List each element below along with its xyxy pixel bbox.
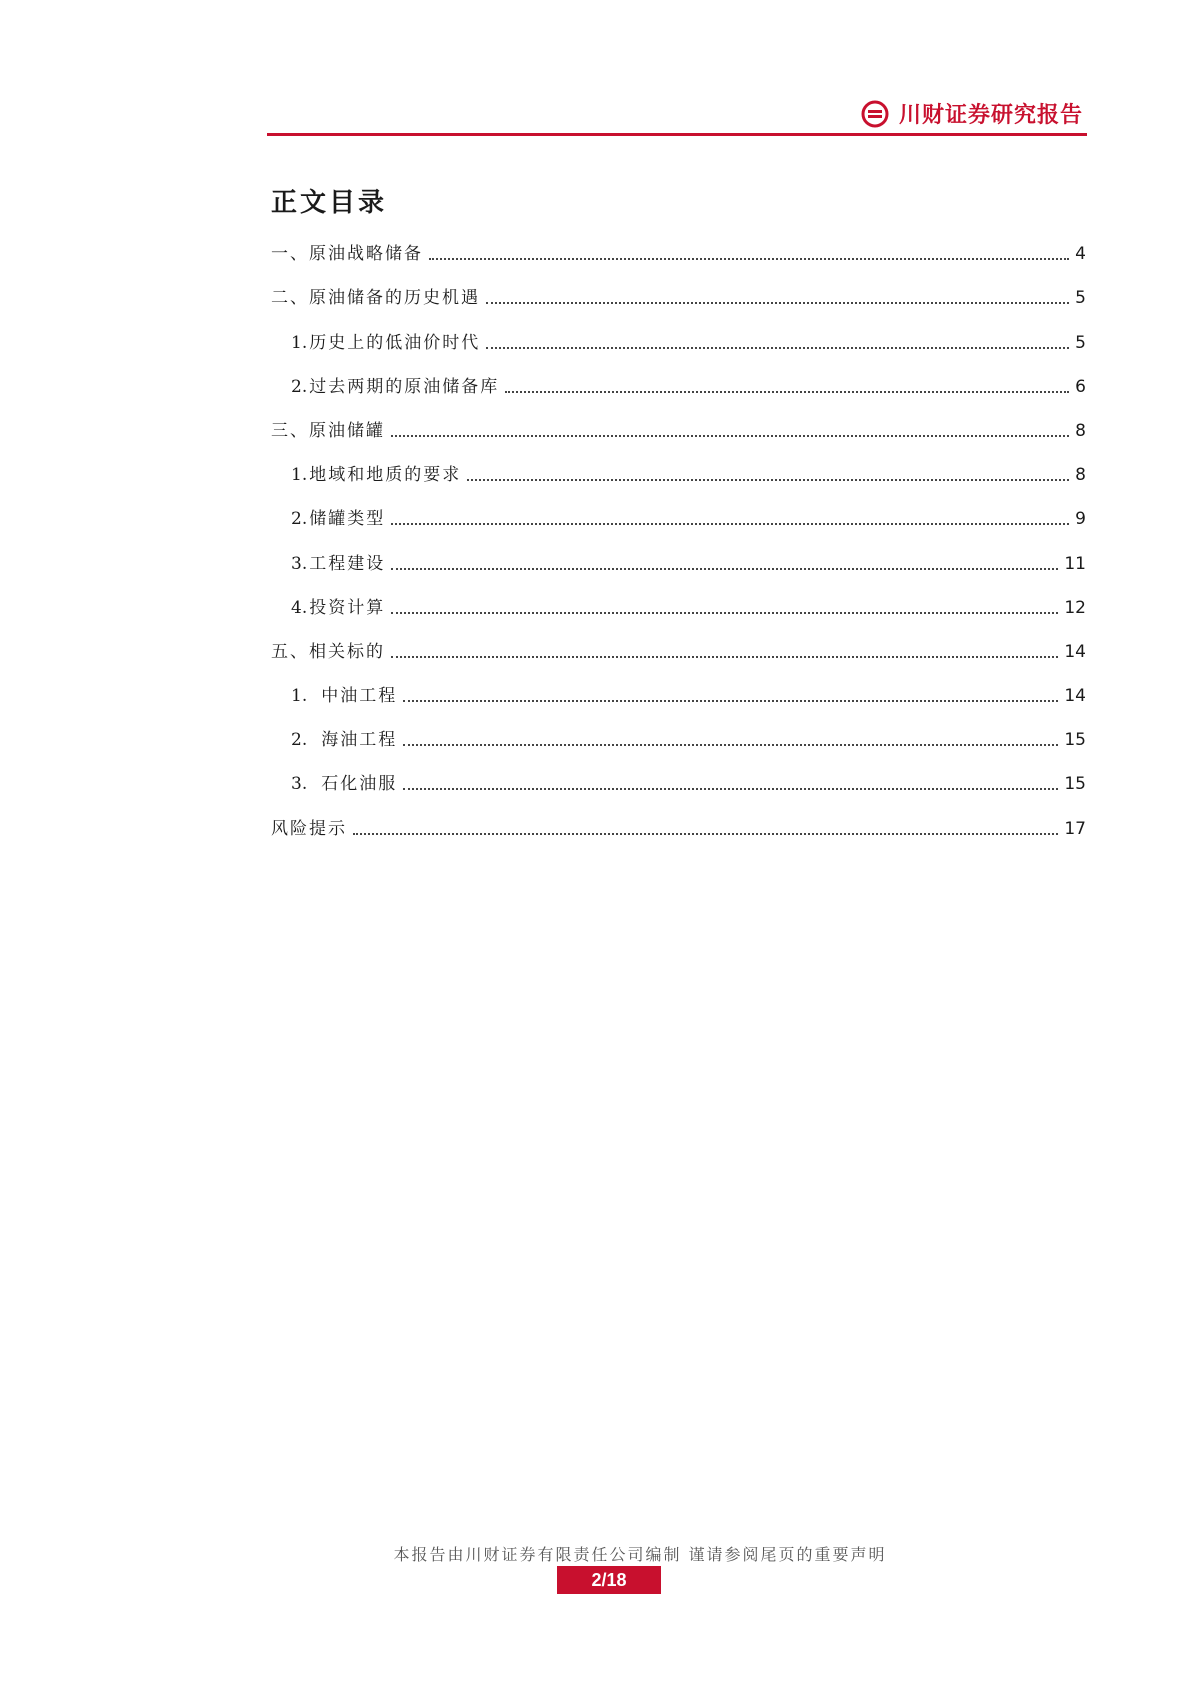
toc-entry-label: 工程建设: [309, 553, 386, 574]
toc-entry-label: 石化油服: [321, 774, 398, 795]
toc-leader-dots: [391, 568, 1058, 570]
page-header: [267, 90, 1087, 136]
toc-entry-label: 地域和地质的要求: [309, 465, 462, 486]
toc-entry-number: 3.: [291, 774, 308, 795]
toc-leader-dots: [391, 656, 1058, 658]
toc-entry-page: 5: [1075, 332, 1086, 353]
toc-leader-dots: [391, 523, 1069, 525]
toc-entry-page: 8: [1075, 420, 1086, 441]
toc-entry-label: 二、原油储备的历史机遇: [271, 288, 480, 309]
toc-entry[interactable]: [271, 756, 1086, 800]
toc-entry[interactable]: [271, 270, 1086, 314]
toc-entry-label: 历史上的低油价时代: [309, 332, 481, 353]
toc-entry[interactable]: [271, 712, 1086, 756]
toc-entry-number: 2.: [291, 376, 308, 397]
toc-leader-dots: [353, 833, 1058, 835]
toc-entry-label: 一、原油战略储备: [271, 244, 423, 265]
toc-entry-page: 9: [1075, 509, 1086, 530]
brand-name: 川财证券研究报告: [898, 103, 1083, 128]
table-of-contents: [271, 226, 1086, 845]
toc-leader-dots: [403, 788, 1058, 790]
toc-leader-dots: [403, 744, 1058, 746]
toc-leader-dots: [429, 258, 1069, 260]
toc-entry-label: 中油工程: [321, 686, 398, 707]
toc-entry-number: 2.: [291, 730, 308, 751]
toc-entry[interactable]: [271, 800, 1086, 844]
toc-entry[interactable]: [271, 359, 1086, 403]
toc-entry-page: 14: [1064, 641, 1086, 662]
toc-entry[interactable]: [271, 624, 1086, 668]
toc-entry-page: 15: [1064, 730, 1086, 751]
toc-entry-label: 五、相关标的: [271, 641, 385, 662]
toc-entry-number: 4.: [291, 597, 308, 618]
footer-disclaimer: 本报告由川财证券有限责任公司编制 谨请参阅尾页的重要声明: [393, 1545, 887, 1564]
toc-entry-number: 3.: [291, 553, 308, 574]
toc-entry-label: 储罐类型: [309, 509, 386, 530]
toc-entry-page: 6: [1075, 376, 1086, 397]
toc-entry[interactable]: [271, 226, 1086, 270]
toc-leader-dots: [391, 612, 1058, 614]
toc-entry-page: 11: [1064, 553, 1086, 574]
toc-entry-number: 1.: [291, 465, 308, 486]
header-rule: [267, 133, 1087, 136]
toc-entry-number: 1.: [291, 686, 308, 707]
toc-entry[interactable]: [271, 403, 1086, 447]
toc-entry-page: 17: [1064, 818, 1086, 839]
toc-entry-page: 4: [1075, 244, 1086, 265]
toc-leader-dots: [486, 302, 1069, 304]
toc-entry-label: 海油工程: [321, 730, 398, 751]
toc-entry-number: 2.: [291, 509, 308, 530]
toc-entry[interactable]: [271, 535, 1086, 579]
toc-entry-label: 风险提示: [271, 818, 347, 839]
toc-entry-page: 5: [1075, 288, 1086, 309]
toc-leader-dots: [486, 347, 1069, 349]
toc-title: 正文目录: [271, 188, 388, 218]
toc-entry[interactable]: [271, 580, 1086, 624]
toc-entry[interactable]: [271, 447, 1086, 491]
toc-entry[interactable]: [271, 314, 1086, 358]
brand: [861, 98, 1083, 129]
toc-entry-label: 过去两期的原油储备库: [309, 376, 500, 397]
toc-entry[interactable]: [271, 668, 1086, 712]
toc-leader-dots: [391, 435, 1069, 437]
toc-leader-dots: [505, 391, 1069, 393]
toc-entry-label: 三、原油储罐: [271, 420, 385, 441]
toc-leader-dots: [467, 479, 1069, 481]
toc-entry-label: 投资计算: [309, 597, 386, 618]
toc-entry-number: 1.: [291, 332, 308, 353]
toc-entry-page: 14: [1064, 686, 1086, 707]
chuancai-logo-icon: [861, 100, 889, 128]
toc-leader-dots: [403, 700, 1058, 702]
toc-entry[interactable]: [271, 491, 1086, 535]
toc-entry-page: 12: [1064, 597, 1086, 618]
page-number-badge: 2/18: [557, 1566, 661, 1594]
toc-entry-page: 15: [1064, 774, 1086, 795]
toc-entry-page: 8: [1075, 465, 1086, 486]
